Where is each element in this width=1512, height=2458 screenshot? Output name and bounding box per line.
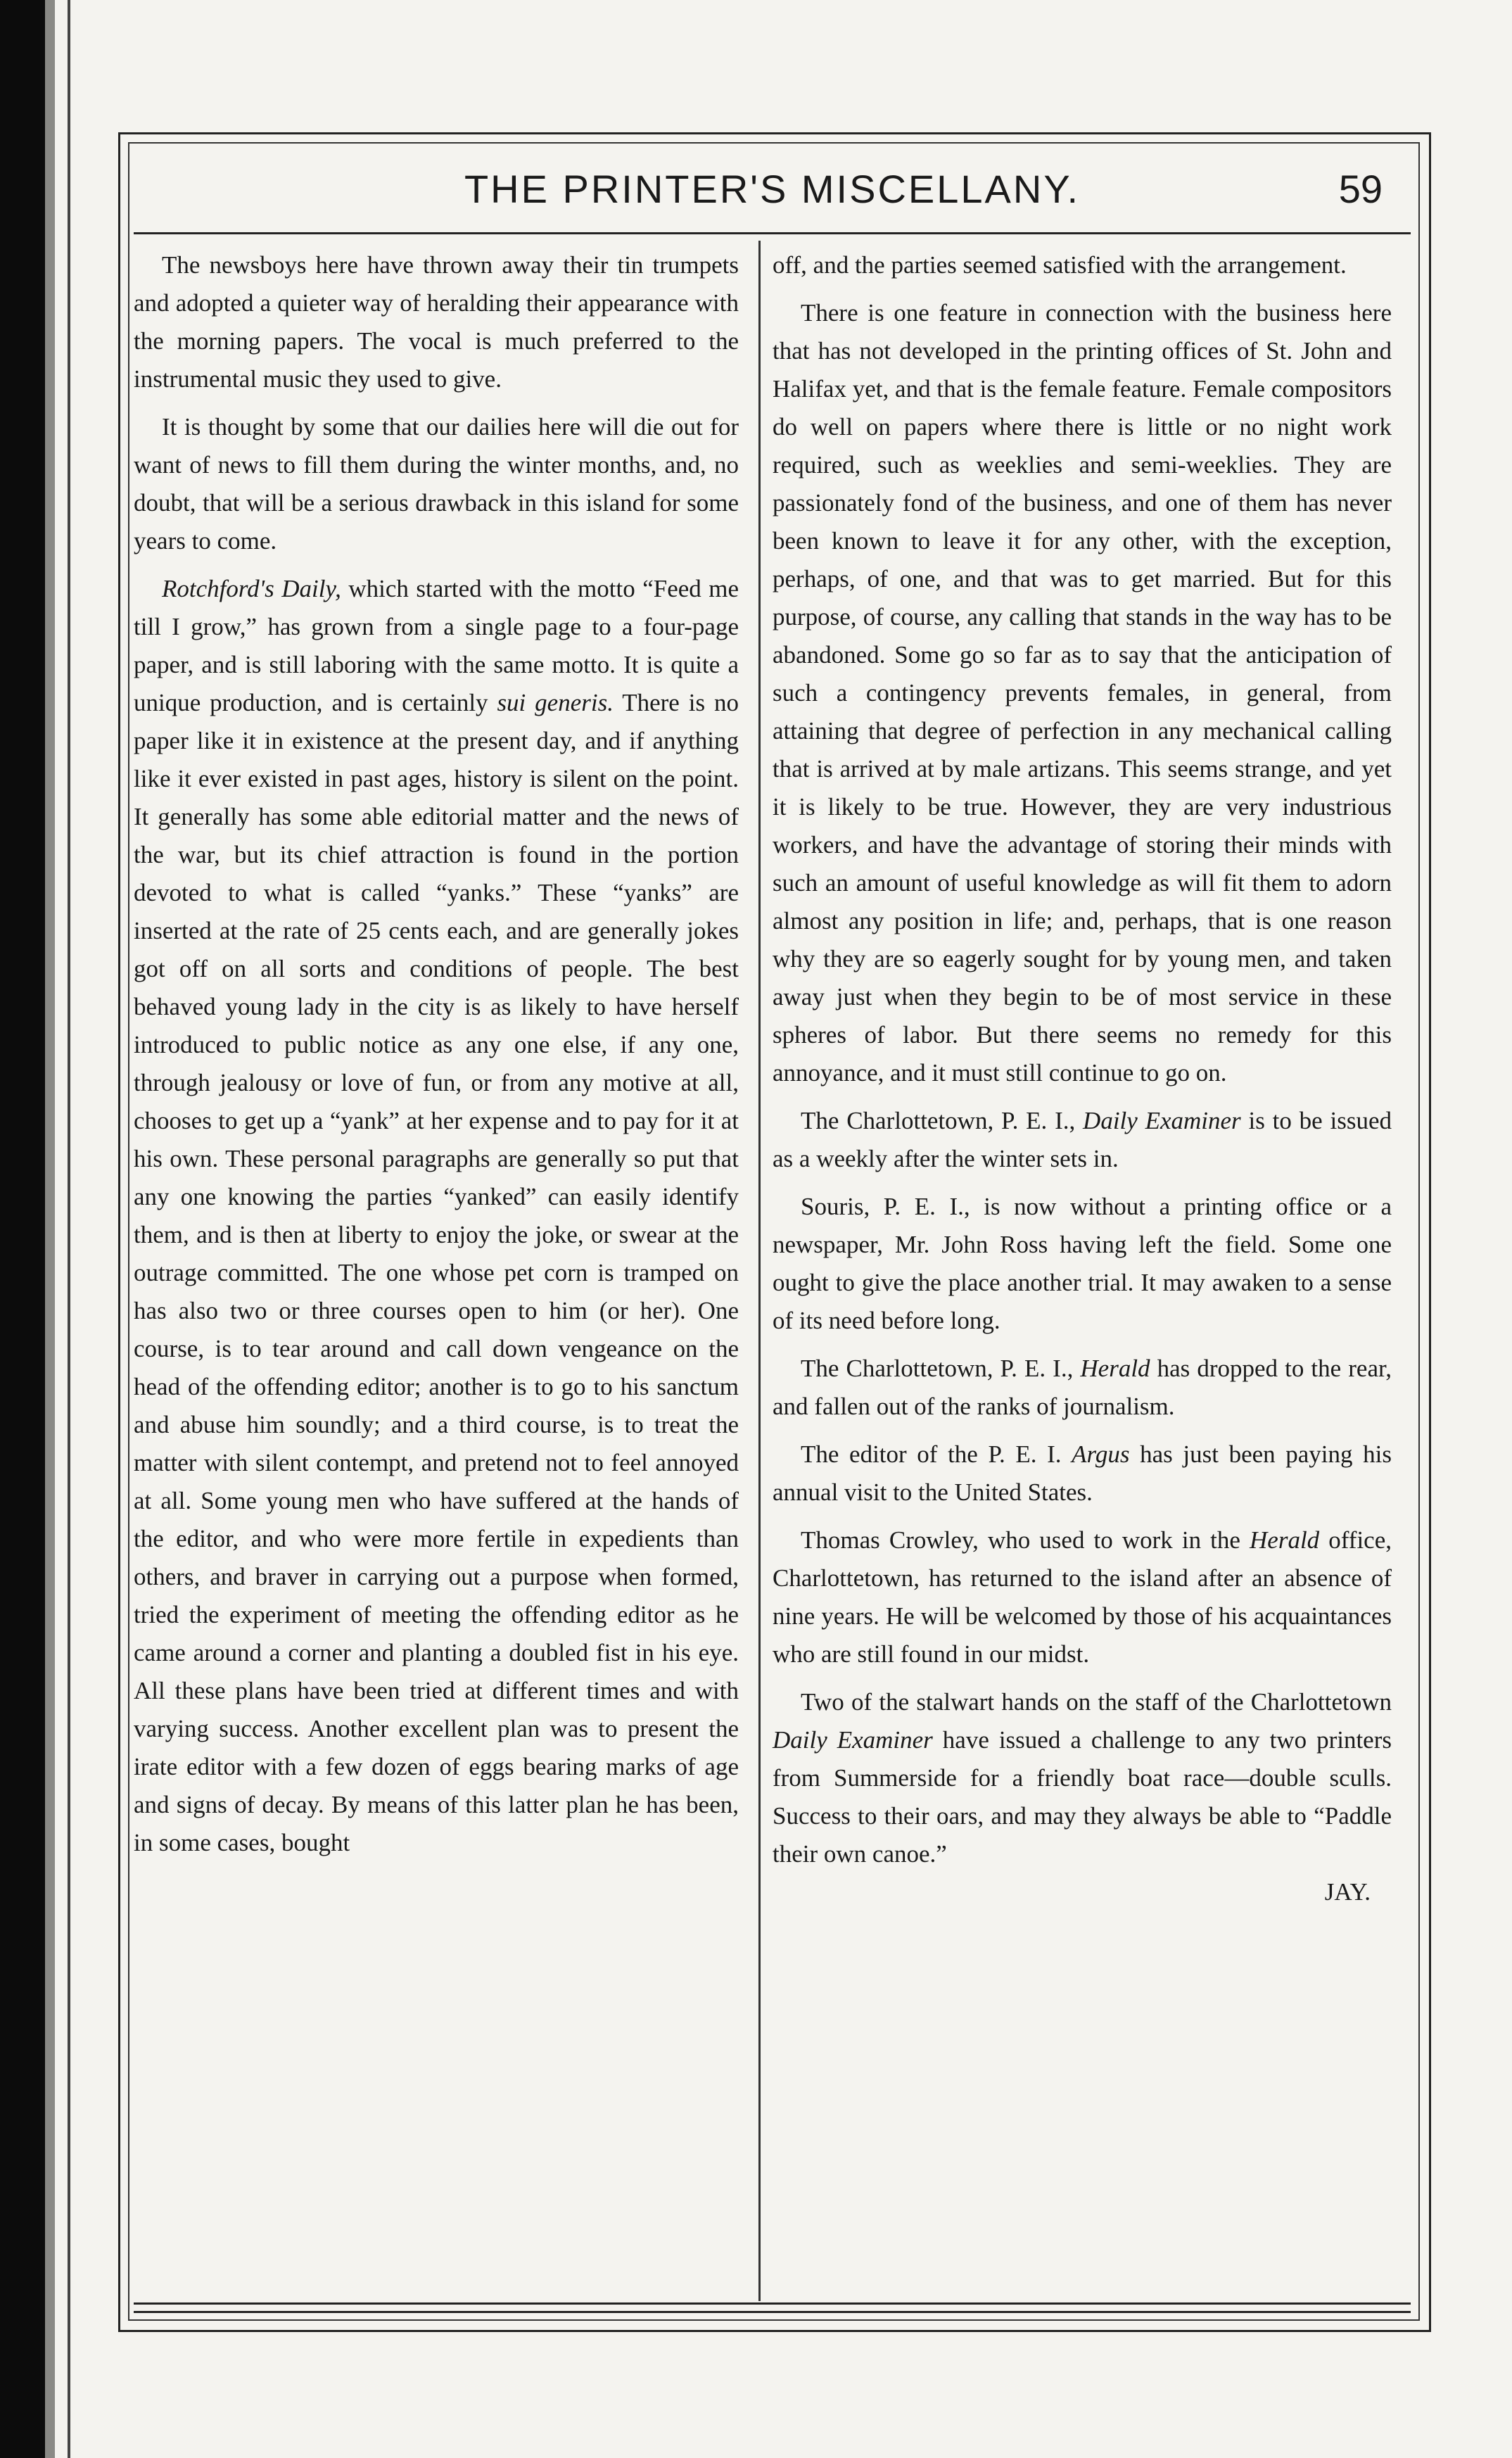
page-gutter-edge (45, 0, 55, 2458)
paragraph-newsboys: The newsboys here have thrown away their tin trumpets and adopted a quieter way of heralding their appearance with the morning papers. The vocal is much preferred to the instrumental music they used to give. (134, 251, 739, 393)
left-column (134, 246, 739, 1872)
page-header (134, 166, 1411, 222)
running-title: THE PRINTER'S MISCELLANY. (464, 167, 1081, 211)
newspaper-title: Rotchford's Daily, (162, 575, 341, 602)
latin-phrase: sui generis. (497, 689, 614, 716)
paragraph-herald: The Charlottetown, P. E. I., Herald has dropped to the rear, and fallen out of the ranks of journalism. (773, 1355, 1392, 1420)
right-column (773, 246, 1392, 1921)
paragraph-continuation: off, and the parties seemed satisfied with the arrangement. (773, 251, 1347, 279)
paragraph-thomas-crowley: Thomas Crowley, who used to work in the Herald office, Charlottetown, has returned to the island after an absence of nine years. He will be welcomed by those of his acquaintances who are still found in our midst. (773, 1526, 1392, 1668)
header-rule (134, 232, 1411, 234)
author-signature: JAY. (1324, 1878, 1371, 1906)
footer-rule-top (134, 2302, 1411, 2305)
paragraph-female-compositors: There is one feature in connection with the business here that has not developed in the printing offices of St. John and Halifax yet, and that is the female feature. Female compositors do well on papers where there is little or no night work required, such as weeklies and semi-weeklies. They are passionately fond of the business, and one of them has never been known to leave it for any other, with the exception, perhaps, of one, and that was to get married. But for this purpose, of course, any calling that stands in the way has to be abandoned. Some go so far as to say that the anticipation of such a contingency prevents females, in general, from attaining that degree of perfection in any mechanical calling that is arrived at by male artizans. This seems strange, and yet it is likely to be true. However, they are very industrious workers, and have the advantage of storing their minds with such an amount of useful knowledge as will fit them to adorn almost any position in life; and, perhaps, that is one reason why they are so eagerly sought for by young men, and taken away just when they begin to be of most service in these spheres of labor. But there seems no remedy for this annoyance, and it must still continue to go on. (773, 299, 1392, 1087)
paragraph-boat-race: Two of the stalwart hands on the staff of the Charlottetown Daily Examiner have issued a challenge to any two printers from Summerside for a friendly boat race—double sculls. Success to their oars, and may they always be able to “Paddle their own canoe.” JAY. (773, 1683, 1392, 1911)
paragraph-argus: The editor of the P. E. I. Argus has just been paying his annual visit to the United States. (773, 1440, 1392, 1506)
paragraph-dailies: It is thought by some that our dailies here will die out for want of news to fill them during the winter months, and, no doubt, that will be a serious drawback in this island for some years to come. (134, 413, 739, 555)
gutter-line (68, 0, 70, 2458)
paragraph-daily-examiner: The Charlottetown, P. E. I., Daily Examiner is to be issued as a weekly after the winter sets in. (773, 1107, 1392, 1172)
column-divider (758, 241, 761, 2301)
paragraph-souris: Souris, P. E. I., is now without a printing office or a newspaper, Mr. John Ross having left the field. Some one ought to give the place another trial. It may awaken to a sense of its need before long. (773, 1193, 1392, 1334)
book-binding-shadow (0, 0, 45, 2458)
footer-rule-bottom (134, 2311, 1411, 2313)
page-number: 59 (1338, 167, 1383, 211)
paragraph-rotchfords-daily: Rotchford's Daily, which started with the motto “Feed me till I grow,” has grown from a single page to a four-page paper, and is still laboring with the same motto. It is quite a unique production, and is certainly sui generis. There is no paper like it in existence at the present day, and if anything like it ever existed in past ages, history is silent on the point. It generally has some able editorial matter and the news of the war, but its chief attraction is found in the portion devoted to what is called “yanks.” These “yanks” are inserted at the rate of 25 cents each, and are generally jokes got off on all sorts and conditions of people. The best behaved young lady in the city is as likely to have herself introduced to public notice as any one else, if any one, through jealousy or love of fun, or from any motive at all, chooses to get up a “yank” at her expense and to pay for it at his own. These personal paragraphs are generally so put that any one knowing the parties “yanked” can easily identify them, and is then at liberty to enjoy the joke, or swear at the outrage committed. The one whose pet corn is tramped on has also two or three courses open to him (or her). One course, is to tear around and call down vengeance on the head of the offending editor; another is to go to his sanctum and abuse him soundly; and a third course, is to treat the matter with silent contempt, and pretend not to feel annoyed at all. Some young men who have suffered at the hands of the editor, and who were more fertile in expedients than others, and braver in carrying out a purpose when formed, tried the experiment of meeting the offending editor as he came around a corner and planting a doubled fist in his eye. All these plans have been tried at different times and with varying success. Another excellent plan was to present the irate editor with a few dozen of eggs bearing marks of age and signs of decay. By means of this latter plan he has been, in some cases, bought (134, 575, 739, 1856)
